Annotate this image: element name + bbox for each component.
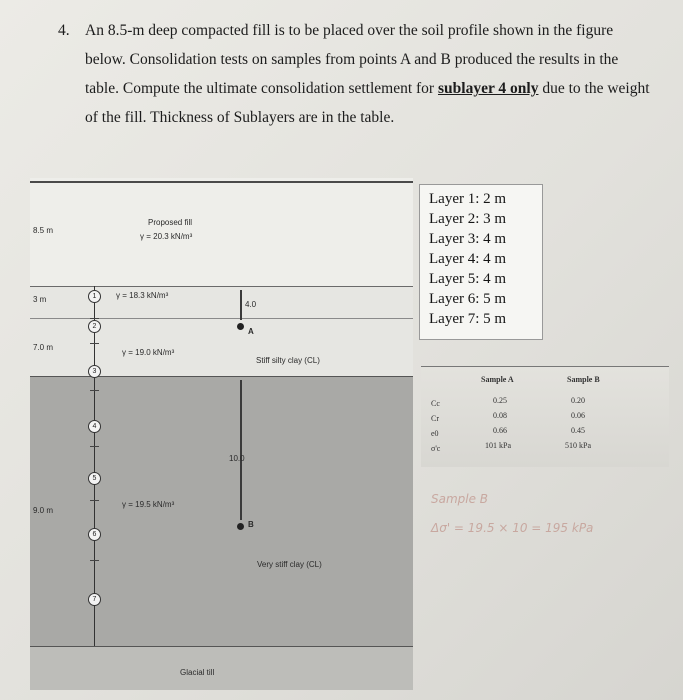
table-row-label-cc: Cc (431, 399, 440, 408)
soil-label-glacial-till: Glacial till (180, 668, 215, 677)
fill-zone (30, 178, 413, 286)
question-number: 4. (58, 22, 70, 39)
fill-unit-weight: γ = 20.3 kN/m³ (140, 232, 193, 241)
depth-label-fill: 8.5 m (33, 226, 54, 235)
dimension-line-a (240, 290, 242, 320)
layer-thickness-1: Layer 1: 2 m (429, 191, 507, 207)
table-row-label-e0: e0 (431, 429, 439, 438)
dimension-line-b (240, 380, 242, 520)
table-header-sample-b: Sample B (567, 375, 600, 384)
table-cell-a-cc: 0.25 (493, 396, 507, 405)
sublayer-mark-7: 7 (88, 593, 101, 606)
table-row-label-sigma-c: σ'c (431, 444, 441, 453)
sublayer-tick-5 (90, 500, 99, 501)
boundary-glacial-till (30, 646, 413, 647)
sublayer-mark-4: 4 (88, 420, 101, 433)
depth-label-9m: 9.0 m (33, 506, 54, 515)
sublayer-tick-6 (90, 560, 99, 561)
table-cell-a-cr: 0.08 (493, 411, 507, 420)
point-a-marker (237, 323, 244, 330)
table-cell-a-sigma-c: 101 kPa (485, 441, 511, 450)
layer-thickness-3: Layer 3: 4 m (429, 231, 507, 247)
table-row-label-cr: Cr (431, 414, 439, 423)
table-cell-a-e0: 0.66 (493, 426, 507, 435)
point-b-label: B (248, 520, 254, 529)
sublayer-mark-3: 3 (88, 365, 101, 378)
sublayer-tick-4 (90, 446, 99, 447)
layer-thickness-6: Layer 6: 5 m (429, 291, 507, 307)
layer-thickness-4: Layer 4: 4 m (429, 251, 507, 267)
boundary-sublayer (30, 318, 413, 319)
soil-label-very-stiff-clay: Very stiff clay (CL) (257, 560, 322, 569)
layer1-unit-weight: γ = 18.3 kN/m³ (116, 291, 169, 300)
layer2-unit-weight: γ = 19.0 kN/m³ (122, 348, 175, 357)
table-cell-b-sigma-c: 510 kPa (565, 441, 591, 450)
table-cell-b-e0: 0.45 (571, 426, 585, 435)
handwritten-note-calculation: Δσ' = 19.5 × 10 = 195 kPa (431, 521, 594, 535)
layer-thickness-5: Layer 5: 4 m (429, 271, 507, 287)
sublayer-tick-2 (90, 343, 99, 344)
soil-profile-figure (30, 178, 413, 690)
point-b-marker (237, 523, 244, 530)
sample-results-table (421, 366, 669, 467)
question-text-end: due to the weight of the fill. Thickness of Sublayers are in the table. (85, 80, 650, 126)
sublayer-mark-2: 2 (88, 320, 101, 333)
glacial-till-zone (30, 646, 413, 690)
layer-thickness-7: Layer 7: 5 m (429, 311, 507, 327)
dimension-label-a: 4.0 (245, 300, 257, 309)
question-text-underlined: sublayer 4 only (437, 80, 539, 97)
question-text-main: An 8.5-m deep compacted fill is to be placed over the soil profile shown in the figure below. Consolidation tests on samples from points A and B produced the results in the table. Compute the ultimate consolidation settlement for (85, 22, 619, 97)
silty-clay-zone (30, 286, 413, 376)
sublayer-mark-6: 6 (88, 528, 101, 541)
ground-line-top (30, 181, 413, 183)
question-text (85, 16, 655, 132)
point-a-label: A (248, 327, 254, 336)
layer-thickness-box (419, 184, 543, 340)
sublayer-mark-1: 1 (88, 290, 101, 303)
sublayer-tick-1 (90, 318, 99, 319)
layer-thickness-2: Layer 2: 3 m (429, 211, 507, 227)
layer3-unit-weight: γ = 19.5 kN/m³ (122, 500, 175, 509)
boundary-lower-clay (30, 376, 413, 377)
depth-label-3m: 3 m (33, 295, 47, 304)
depth-label-7m: 7.0 m (33, 343, 54, 352)
very-stiff-clay-zone (30, 376, 413, 646)
soil-label-silty-clay: Stiff silty clay (CL) (256, 356, 320, 365)
handwritten-note-sample: Sample B (431, 492, 489, 506)
table-cell-b-cr: 0.06 (571, 411, 585, 420)
boundary-original-ground (30, 286, 413, 287)
dimension-label-b: 10.0 (229, 454, 245, 463)
table-cell-b-cc: 0.20 (571, 396, 585, 405)
sublayer-tick-3 (90, 390, 99, 391)
sublayer-mark-5: 5 (88, 472, 101, 485)
sublayer-column-line (94, 286, 95, 646)
fill-label: Proposed fill (148, 218, 193, 227)
table-header-sample-a: Sample A (481, 375, 514, 384)
